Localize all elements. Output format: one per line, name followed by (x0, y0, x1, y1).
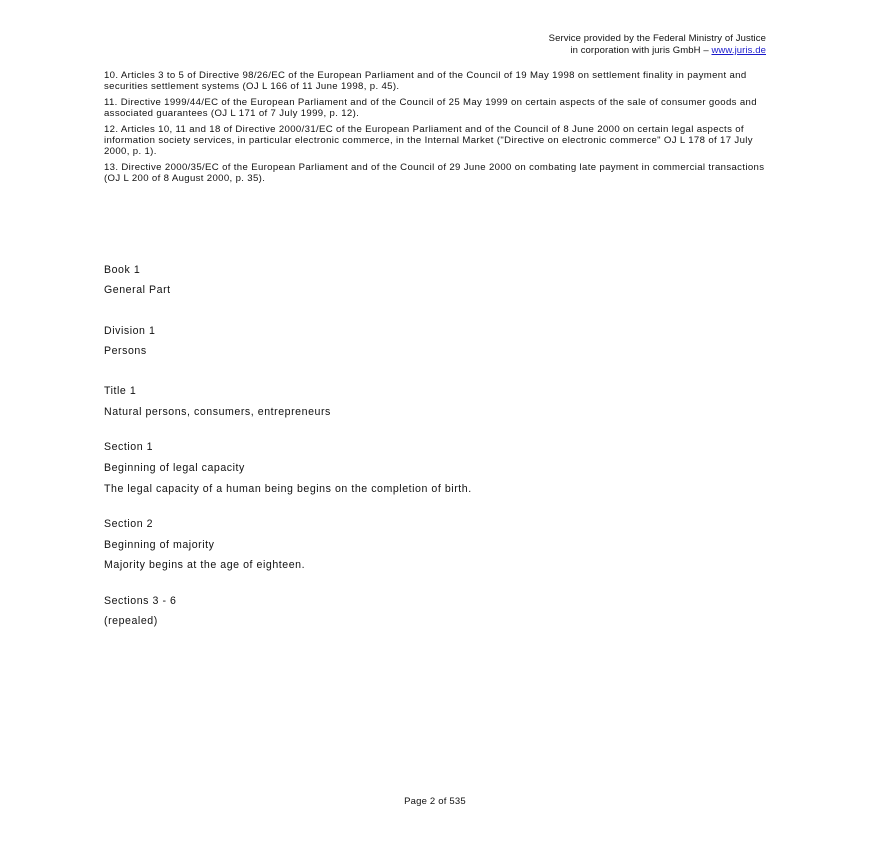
juris-link[interactable]: www.juris.de (711, 45, 766, 56)
section-1-label: Section 1 (104, 441, 154, 453)
section-1-heading: Beginning of legal capacity (104, 462, 245, 474)
division-title: Persons (104, 345, 147, 357)
book-title: General Part (104, 284, 171, 296)
section-1-text: The legal capacity of a human being begins on the completion of birth. (104, 483, 472, 495)
footnotes (104, 70, 766, 189)
header-corporation-text: in corporation with juris GmbH – (570, 45, 712, 56)
sections-3-6-text: (repealed) (104, 615, 158, 627)
title-label: Title 1 (104, 385, 137, 397)
header-provider-line: Service provided by the Federal Ministry of Justice (548, 33, 766, 44)
header-corporation-line (549, 45, 766, 57)
section-2-heading: Beginning of majority (104, 539, 215, 551)
footnote-10: 10. Articles 3 to 5 of Directive 98/26/EC of the European Parliament and of the Council of 19 May 1998 on settlement finality in payment and securities settlement systems (OJ L 166 of 11 June 1998, p. 45). (104, 70, 747, 93)
footnote-12: 12. Articles 10, 11 and 18 of Directive 2000/31/EC of the European Parliament and of the Council of 8 June 2000 on certain legal aspects of information society services, in particular electronic commerce, in the Internal Market ("Directive on electronic commerce" OJ L 178 of 17 July 2000, p. 1). (104, 123, 753, 158)
division-label: Division 1 (104, 325, 156, 337)
book-label: Book 1 (104, 264, 141, 276)
footnote-11: 11. Directive 1999/44/EC of the European Parliament and of the Council of 25 May 1999 on certain aspects of the sale of consumer goods and associated guarantees (OJ L 171 of 7 July 1999, p. 12). (104, 96, 757, 120)
footnote-13: 13. Directive 2000/35/EC of the European Parliament and of the Council of 29 June 2000 on combating late payment in commercial transactions (OJ L 200 of 8 August 2000, p. 35). (104, 161, 765, 185)
title-heading: Natural persons, consumers, entrepreneurs (104, 406, 331, 418)
section-2-label: Section 2 (104, 518, 154, 530)
sections-3-6-label: Sections 3 - 6 (104, 595, 177, 607)
page-header (549, 33, 766, 57)
section-2-text: Majority begins at the age of eighteen. (104, 559, 306, 571)
page-number: Page 2 of 535 (404, 796, 466, 807)
